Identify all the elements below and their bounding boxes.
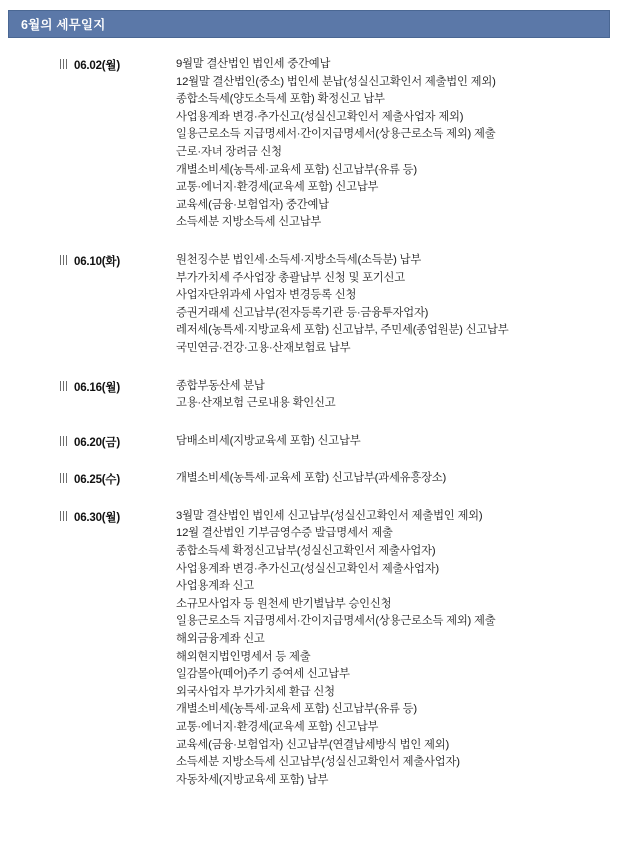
calendar-bullet-icon bbox=[60, 511, 69, 521]
schedule-item: 사업자단위과세 사업자 변경등록 신청 bbox=[176, 289, 357, 302]
schedule-item: 소득세분 지방소득세 신고납부 bbox=[176, 216, 322, 229]
schedule-date-cell bbox=[8, 378, 158, 395]
calendar-bullet-icon bbox=[60, 473, 69, 483]
schedule-items-cell bbox=[158, 378, 610, 413]
schedule-day-block bbox=[8, 508, 610, 790]
schedule-items-cell bbox=[158, 470, 610, 488]
schedule-item: 외국사업자 부가가치세 환급 신청 bbox=[176, 685, 335, 698]
schedule-item: 소득세분 지방소득세 신고납부(성실신고확인서 제출사업자) bbox=[176, 756, 460, 769]
schedule-item: 해외금융계좌 신고 bbox=[176, 633, 265, 646]
schedule-item: 교육세(금융·보험업자) 중간예납 bbox=[176, 198, 329, 211]
schedule-item: 원천징수분 법인세·소득세·지방소득세(소득분) 납부 bbox=[176, 253, 422, 266]
schedule-item: 개별소비세(농특세·교육세 포함) 신고납부(유류 등) bbox=[176, 163, 417, 176]
schedule-item: 교통·에너지·환경세(교육세 포함) 신고납부 bbox=[176, 181, 379, 194]
schedule-item: 종합부동산세 분납 bbox=[176, 379, 265, 392]
schedule-date-cell bbox=[8, 508, 158, 525]
schedule-items-cell bbox=[158, 508, 610, 790]
schedule-item: 자동차세(지방교육세 포함) 납부 bbox=[176, 773, 329, 786]
schedule-date-cell bbox=[8, 433, 158, 450]
schedule-item: 3월말 결산법인 법인세 신고납부(성실신고확인서 제출법인 제외) bbox=[176, 509, 483, 522]
schedule-day-block bbox=[8, 252, 610, 358]
schedule-date-label: 06.25(수) bbox=[74, 474, 120, 487]
calendar-bullet-icon bbox=[60, 59, 69, 69]
schedule-item: 국민연금·건강·고용·산재보험료 납부 bbox=[176, 341, 351, 354]
schedule-item: 9월말 결산법인 법인세 중간예납 bbox=[176, 58, 331, 70]
schedule-item: 사업용계좌 신고 bbox=[176, 580, 254, 593]
schedule-item: 개별소비세(농특세·교육세 포함) 신고납부(과세유흥장소) bbox=[176, 472, 447, 485]
schedule-item: 종합소득세 확정신고납부(성실신고확인서 제출사업자) bbox=[176, 545, 436, 558]
schedule-date-cell bbox=[8, 470, 158, 487]
schedule-item: 고용·산재보험 근로내용 확인신고 bbox=[176, 397, 336, 410]
schedule-item: 레저세(농특세·지방교육세 포함) 신고납부, 주민세(종업원분) 신고납부 bbox=[176, 324, 509, 337]
schedule-item: 교육세(금융·보험업자) 신고납부(연결납세방식 법인 제외) bbox=[176, 738, 450, 751]
schedule-date-label: 06.02(월) bbox=[74, 60, 120, 72]
schedule-date-label: 06.30(월) bbox=[74, 511, 120, 524]
schedule-item: 담배소비세(지방교육세 포함) 신고납부 bbox=[176, 434, 361, 447]
schedule-list bbox=[0, 56, 618, 789]
schedule-day-block bbox=[8, 56, 610, 232]
page-title-bar bbox=[8, 10, 610, 38]
schedule-date-cell bbox=[8, 252, 158, 269]
schedule-item: 종합소득세(양도소득세 포함) 확정신고 납부 bbox=[176, 93, 385, 106]
schedule-item: 증권거래세 신고납부(전자등록기관 등·금융투자업자) bbox=[176, 306, 429, 319]
schedule-item: 사업용계좌 변경·추가신고(성실신고확인서 제출사업자 제외) bbox=[176, 110, 464, 123]
schedule-item: 부가가치세 주사업장 총괄납부 신청 및 포기신고 bbox=[176, 271, 405, 284]
schedule-items-cell bbox=[158, 252, 610, 358]
page-title: 6월의 세무일지 bbox=[21, 18, 106, 32]
calendar-bullet-icon bbox=[60, 436, 69, 446]
schedule-items-cell bbox=[158, 433, 610, 451]
schedule-day-block bbox=[8, 378, 610, 413]
schedule-item: 개별소비세(농특세·교육세 포함) 신고납부(유류 등) bbox=[176, 703, 417, 716]
schedule-item: 해외현지법인명세서 등 제출 bbox=[176, 650, 311, 663]
calendar-bullet-icon bbox=[60, 381, 69, 391]
schedule-item: 교통·에너지·환경세(교육세 포함) 신고납부 bbox=[176, 721, 379, 733]
schedule-date-cell bbox=[8, 56, 158, 73]
schedule-item: 근로·자녀 장려금 신청 bbox=[176, 145, 282, 158]
schedule-date-label: 06.16(월) bbox=[74, 381, 120, 394]
schedule-item: 12월 결산법인 기부금영수증 발급명세서 제출 bbox=[176, 527, 393, 540]
calendar-bullet-icon bbox=[60, 255, 69, 265]
tax-calendar-page bbox=[0, 10, 618, 865]
schedule-date-label: 06.10(화) bbox=[74, 255, 120, 268]
schedule-day-block bbox=[8, 433, 610, 451]
schedule-date-label: 06.20(금) bbox=[74, 436, 120, 449]
schedule-item: 소규모사업자 등 원천세 반기별납부 승인신청 bbox=[176, 597, 392, 610]
schedule-item: 일감몰아(떼어)주기 증여세 신고납부 bbox=[176, 668, 350, 681]
schedule-items-cell bbox=[158, 56, 610, 232]
schedule-item: 일용근로소득 지급명세서·간이지급명세서(상용근로소득 제외) 제출 bbox=[176, 128, 496, 141]
schedule-item: 사업용계좌 변경·추가신고(성실신고확인서 제출사업자) bbox=[176, 562, 439, 575]
schedule-day-block bbox=[8, 470, 610, 488]
schedule-item: 일용근로소득 지급명세서·간이지급명세서(상용근로소득 제외) 제출 bbox=[176, 615, 496, 628]
schedule-item: 12월말 결산법인(중소) 법인세 분납(성실신고확인서 제출법인 제외) bbox=[176, 75, 496, 88]
